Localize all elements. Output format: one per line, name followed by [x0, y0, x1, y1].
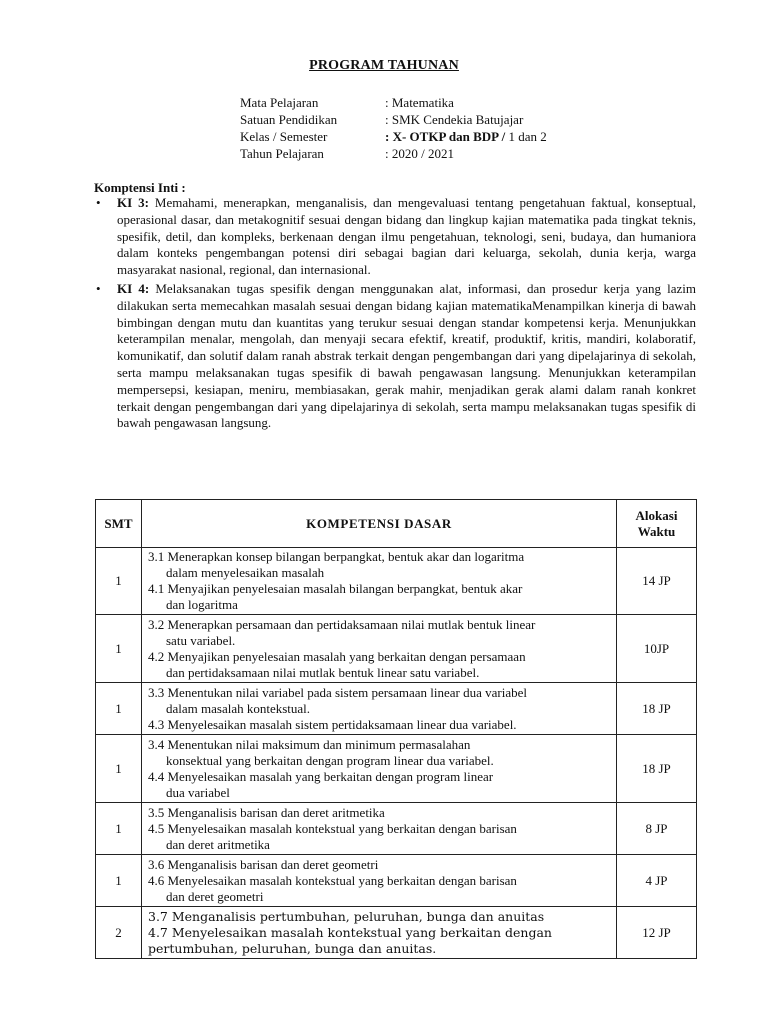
kd-line: 4.1 Menyajikan penyelesaian masalah bilangan berpangkat, bentuk akar [148, 581, 523, 596]
jp-cell: 18 JP [617, 735, 697, 803]
kd-line: satu variabel. [166, 632, 236, 648]
ki-label: KI 3: [117, 195, 149, 210]
header-waktu-line: Waktu [637, 523, 676, 539]
ki-text: Memahami, menerapkan, menganalisis, dan mengevaluasi tentang pengetahuan faktual, konseptual, operasional dasar, dan metakognitif sesuai dengan bidang dan lingkup kajian matematika pada tingkat teknis, spesifik, detil, dan kompleks, berkenaan dengan ilmu pengetahuan, teknologi, seni, budaya, dan humaniora dalam konteks pengembangan potensi diri sebagai bagian dari keluarga, sekolah, dunia kerja, warga masyarakat nasional, regional, dan internasional. [117, 195, 696, 278]
kd-line: 4.3 Menyelesaikan masalah sistem pertidaksamaan linear dua variabel. [148, 716, 517, 732]
info-label: Tahun Pelajaran [240, 146, 324, 161]
kd-line: dalam masalah kontekstual. [166, 700, 311, 716]
kd-line: 4.7 Menyelesaikan masalah kontekstual yang berkaitan dengan [148, 924, 552, 940]
ki-text: Melaksanakan tugas spesifik dengan menggunakan alat, informasi, dan prosedur kerja yang lazim dilakukan serta memecahkan masalah sesuai dengan bidang kajian matematikaMenampilkan kinerja di bawah bimbingan dengan mutu dan kuantitas yang terukur sesuai dengan standar kompetensi kerja. Menunjukkan keterampilan menalar, mengolah, dan menyaji secara efektif, kreatif, produktif, kritis, mandiri, kolaboratif, komunikatif, dan solutif dalam ranah abstrak terkait dengan pengembangan dari yang dipelajarinya di sekolah, serta mampu melaksanakan tugas spesifik di bawah pengawasan langsung. Menunjukkan keterampilan mempersepsi, kesiapan, meniru, membiasakan, gerak mahir, menjadikan gerak alami dalam ranah konkret terkait dengan pengembangan dari yang dipelajarinya di sekolah, serta mampu melaksanakan tugas spesifik di bawah pengawasan langsung. [117, 280, 696, 431]
kd-line: 3.1 Menerapkan konsep bilangan berpangkat, bentuk akar dan logaritma [148, 549, 525, 564]
ki-item [94, 195, 696, 279]
kd-line: dan pertidaksamaan nilai mutlak bentuk linear satu variabel. [166, 664, 480, 680]
info-value [385, 145, 454, 162]
smt-cell: 1 [96, 803, 142, 855]
kd-line: 4.4 Menyelesaikan masalah yang berkaitan dengan program linear [148, 768, 494, 784]
kd-cell [142, 615, 617, 683]
table-row [96, 683, 697, 735]
ki-label: KI 4: [117, 280, 150, 296]
kd-cell [142, 683, 617, 735]
info-label: Mata Pelajaran [240, 95, 319, 110]
info-value-text: : 2020 / 2021 [385, 146, 454, 161]
smt-cell: 1 [96, 855, 142, 907]
kd-line: dua variabel [166, 784, 230, 800]
bullet-icon: • [96, 280, 101, 296]
info-value [385, 111, 523, 128]
jp-cell: 10JP [617, 615, 697, 683]
table-row [96, 907, 697, 959]
jp-cell: 12 JP [617, 907, 697, 959]
info-value-text: : SMK Cendekia Batujajar [385, 112, 524, 127]
ki-item [94, 281, 696, 432]
smt-cell: 1 [96, 735, 142, 803]
kd-line: 3.3 Menentukan nilai variabel pada sistem persamaan linear dua variabel [148, 684, 528, 700]
header-alokasi-waktu [617, 500, 697, 548]
smt-cell: 2 [96, 907, 142, 959]
kd-line: 4.5 Menyelesaikan masalah kontekstual yang berkaitan dengan barisan [148, 820, 517, 836]
page-title: PROGRAM TAHUNAN [309, 58, 459, 73]
ki-heading: Komptensi Inti : [94, 180, 186, 195]
info-label: Kelas / Semester [240, 129, 328, 144]
kd-line: 3.2 Menerapkan persamaan dan pertidaksamaan nilai mutlak bentuk linear [148, 616, 536, 632]
smt-cell: 1 [96, 615, 142, 683]
info-value [385, 128, 547, 145]
bullet-icon: • [96, 195, 101, 210]
info-row [240, 128, 547, 145]
table-row [96, 615, 697, 683]
info-value-text: : Matematika [385, 95, 454, 110]
kd-line: 3.5 Menganalisis barisan dan deret aritmetika [148, 804, 385, 820]
header-smt: SMT [96, 500, 142, 548]
table-row [96, 548, 697, 615]
info-label: Satuan Pendidikan [240, 112, 338, 127]
kd-table [95, 499, 697, 959]
kd-line: 3.6 Menganalisis barisan dan deret geometri [148, 856, 379, 872]
info-row [240, 111, 547, 128]
kd-cell [142, 735, 617, 803]
kd-line: dalam menyelesaikan masalah [166, 565, 325, 580]
jp-cell: 14 JP [617, 548, 697, 615]
kd-cell [142, 855, 617, 907]
table-row [96, 855, 697, 907]
kd-cell [142, 907, 617, 959]
kd-cell [142, 548, 617, 615]
table-row [96, 735, 697, 803]
jp-cell: 8 JP [617, 803, 697, 855]
table-row [96, 803, 697, 855]
ki-list [94, 195, 696, 434]
jp-cell: 18 JP [617, 683, 697, 735]
kd-line: konsektual yang berkaitan dengan program linear dua variabel. [166, 752, 494, 768]
kd-line: pertumbuhan, peluruhan, bunga dan anuitas. [148, 940, 437, 956]
kd-line: dan deret geometri [166, 888, 264, 904]
info-row [240, 145, 547, 162]
kd-line: 4.6 Menyelesaikan masalah kontekstual yang berkaitan dengan barisan [148, 872, 517, 888]
smt-cell: 1 [96, 683, 142, 735]
kd-line: 4.2 Menyajikan penyelesaian masalah yang berkaitan dengan persamaan [148, 648, 526, 664]
kd-line: 3.4 Menentukan nilai maksimum dan minimum permasalahan [148, 736, 471, 752]
table-header-row [96, 500, 697, 548]
kd-cell [142, 803, 617, 855]
kd-line: dan deret aritmetika [166, 836, 270, 852]
smt-cell: 1 [96, 548, 142, 615]
info-value [385, 94, 454, 111]
header-kompetensi-dasar: KOMPETENSI DASAR [142, 500, 617, 548]
info-value-text: 1 dan 2 [505, 129, 547, 144]
info-row [240, 94, 547, 111]
info-block [240, 94, 547, 162]
header-alokasi-line: Alokasi [635, 507, 678, 523]
kd-line: 3.7 Menganalisis pertumbuhan, peluruhan, bunga dan anuitas [148, 908, 545, 924]
info-value-bold: : X- OTKP dan BDP / [385, 129, 506, 144]
kd-line: dan logaritma [166, 597, 238, 612]
jp-cell: 4 JP [617, 855, 697, 907]
